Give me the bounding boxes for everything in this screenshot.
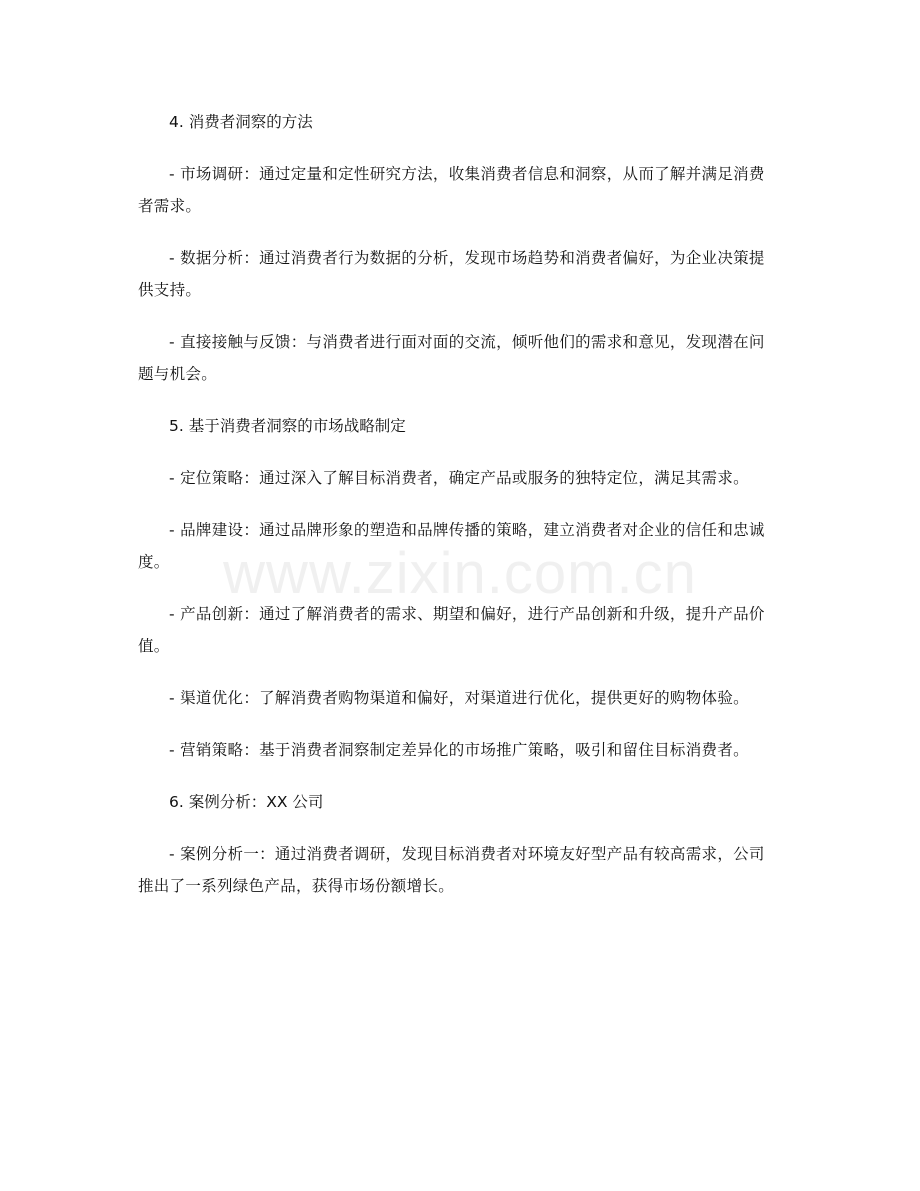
section-heading-4: 4. 消费者洞察的方法 <box>169 113 313 131</box>
paragraph-marketing-strategy: - 营销策略：基于消费者洞察制定差异化的市场推广策略，吸引和留住目标消费者。 <box>169 741 749 759</box>
document-body <box>138 106 774 902</box>
section-heading-5: 5. 基于消费者洞察的市场战略制定 <box>169 417 406 435</box>
paragraph-market-research: - 市场调研：通过定量和定性研究方法，收集消费者信息和洞察，从而了解并满足消费者需求。 <box>138 165 765 215</box>
paragraph-branding: - 品牌建设：通过品牌形象的塑造和品牌传播的策略，建立消费者对企业的信任和忠诚度。 <box>138 521 765 571</box>
paragraph-data-analysis: - 数据分析：通过消费者行为数据的分析，发现市场趋势和消费者偏好，为企业决策提供支持。 <box>138 249 765 299</box>
paragraph-positioning: - 定位策略：通过深入了解目标消费者，确定产品或服务的独特定位，满足其需求。 <box>169 469 749 487</box>
paragraph-product-innovation: - 产品创新：通过了解消费者的需求、期望和偏好，进行产品创新和升级，提升产品价值。 <box>138 605 765 655</box>
paragraph-channel-optimization: - 渠道优化：了解消费者购物渠道和偏好，对渠道进行优化，提供更好的购物体验。 <box>169 689 749 707</box>
section-heading-6: 6. 案例分析：XX 公司 <box>169 793 324 811</box>
watermark: www.zixin.com.cn <box>223 541 697 606</box>
paragraph-case-one: - 案例分析一：通过消费者调研，发现目标消费者对环境友好型产品有较高需求，公司推出了一系列绿色产品，获得市场份额增长。 <box>138 845 765 895</box>
paragraph-direct-contact: - 直接接触与反馈：与消费者进行面对面的交流，倾听他们的需求和意见，发现潜在问题与机会。 <box>138 333 765 383</box>
